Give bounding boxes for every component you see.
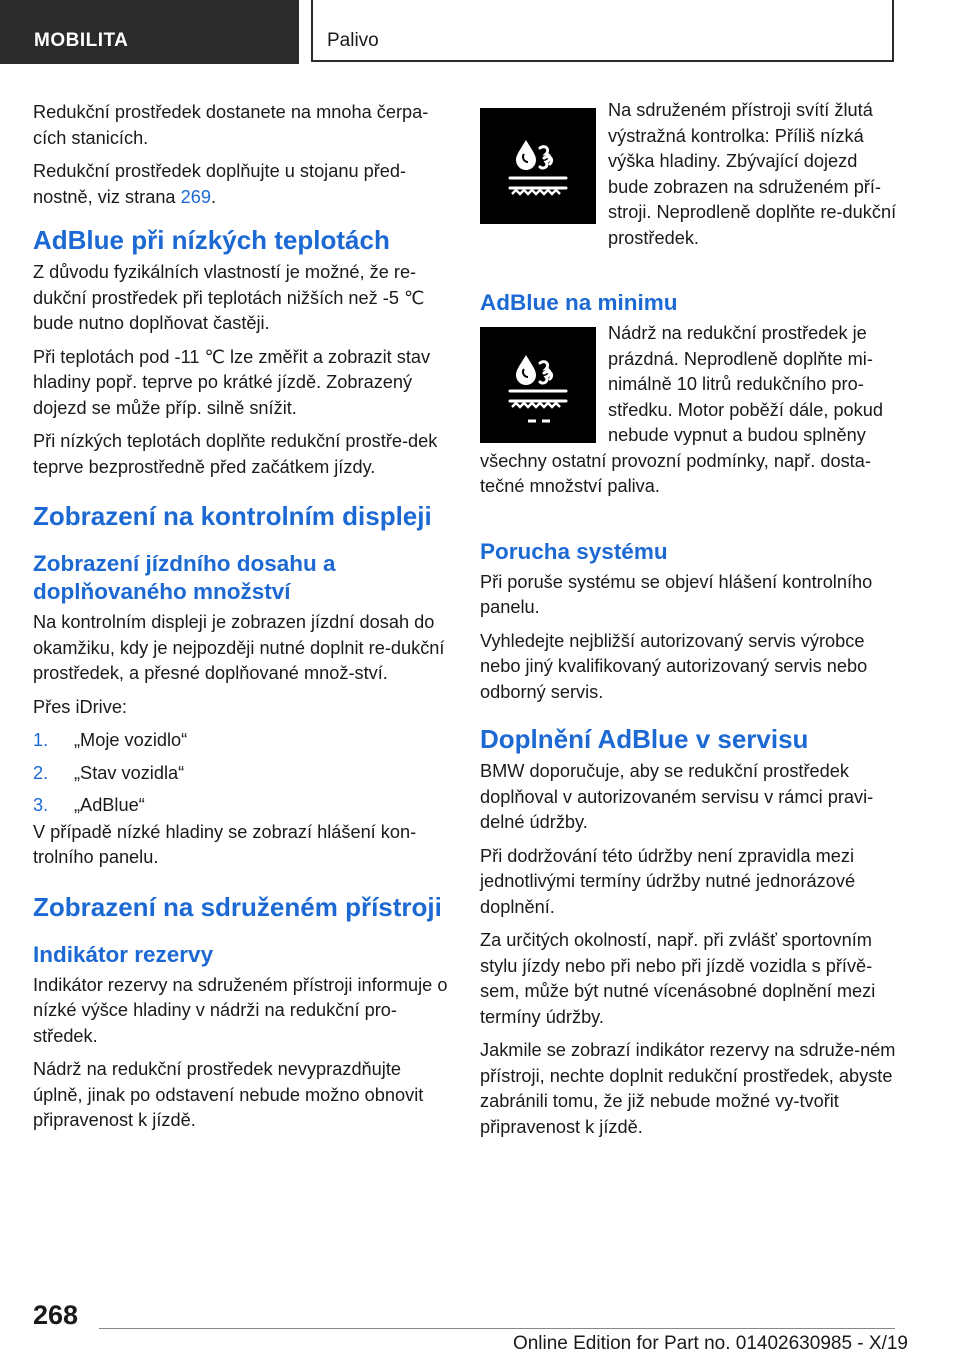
paragraph: Redukční prostředek dostanete na mnoha čerpa-cích stanicích. bbox=[33, 102, 429, 148]
list-item: 3. „AdBlue“ bbox=[33, 795, 145, 815]
paragraph: Přes iDrive: bbox=[33, 696, 127, 717]
adblue-warning-icon bbox=[480, 108, 596, 224]
paragraph: BMW doporučuje, aby se redukční prostředek doplňoval v autorizovaném servisu v rámci pravi-delné údržby. bbox=[480, 761, 874, 832]
right-column bbox=[480, 98, 898, 1148]
left-column bbox=[33, 100, 449, 1142]
paragraph: Z důvodu fyzikálních vlastností je možné, že re-dukční prostředek při teplotách nižších než -5 ℃ bude nutno doplňovat častěji. bbox=[33, 262, 425, 333]
paragraph: Při nízkých teplotách doplňte redukční prostře-dek teprve bezprostředně před začátkem jízdy. bbox=[33, 431, 438, 477]
paragraph: Indikátor rezervy na sdruženém přístroji informuje o nízké výšce hladiny v nádrži na redukční pro-středek. bbox=[33, 974, 448, 1046]
paragraph: Vyhledejte nejbližší autorizovaný servis výrobce nebo jiný kvalifikovaný autorizovaný servis nebo odborný servis. bbox=[480, 630, 868, 702]
paragraph: Při poruše systému se objeví hlášení kontrolního panelu. bbox=[480, 571, 873, 617]
paragraph: Při teplotách pod -11 ℃ lze změřit a zobrazit stav hladiny popř. teprve po krátké jízdě. Zobrazený dojezd se může příp. silně snížit. bbox=[33, 346, 431, 418]
section-title: MOBILITA bbox=[34, 30, 129, 51]
paragraph: V případě nízké hladiny se zobrazí hlášení kon-trolního panelu. bbox=[33, 821, 417, 867]
paragraph: Jakmile se zobrazí indikátor rezervy na sdruže-ném přístroji, nechte doplnit redukční prostředek, abyste zabránili tomu, že již nebude možné vy-tvořit připravenost k jízdě. bbox=[480, 1040, 896, 1137]
footer-divider bbox=[99, 1328, 895, 1329]
page-number: 268 bbox=[33, 1300, 79, 1330]
paragraph: Redukční prostředek doplňujte u stojanu před-nostně, viz strana 269. bbox=[33, 161, 407, 207]
heading-low-temperature: AdBlue při nízkých teplotách bbox=[33, 225, 390, 255]
page-link[interactable]: 269 bbox=[180, 186, 211, 207]
paragraph: Při dodržování této údržby není zpravidla mezi jednotlivými termíny údržby nutné jednorázové doplnění. bbox=[480, 845, 856, 917]
heading-reserve-indicator: Indikátor rezervy bbox=[33, 941, 214, 967]
list-item: 1. „Moje vozidlo“ bbox=[33, 730, 188, 750]
list-item: 2. „Stav vozidla“ bbox=[33, 762, 185, 783]
heading-range-display: Zobrazení jízdního dosahu a doplňovaného množství bbox=[33, 551, 336, 604]
heading-instrument-cluster: Zobrazení na sdruženém přístroji bbox=[33, 891, 442, 922]
paragraph: Na sdruženém přístroji svítí žlutá výstražná kontrolka: Příliš nízká výška hladiny. Zbývající dojezd bude zobrazen na sdruženém pří-stroji. Neprodleně doplňte re-dukční prostředek. bbox=[608, 100, 897, 248]
heading-adblue-minimum: AdBlue na minimu bbox=[480, 290, 678, 315]
header-topic-tab bbox=[311, 0, 894, 62]
heading-system-fault: Porucha systému bbox=[480, 538, 668, 564]
paragraph: Za určitých okolností, např. při zvlášť sportovním stylu jízdy nebo při nebo při jízdě vozidla s přívě-sem, může být nutné vícenásobné doplnění mezi termíny údržby. bbox=[480, 930, 876, 1027]
heading-service-refill: Doplnění AdBlue v servisu bbox=[480, 724, 809, 754]
adblue-empty-icon bbox=[480, 327, 596, 443]
idrive-steps bbox=[33, 728, 449, 819]
footer-edition: Online Edition for Part no. 01402630985 - X/19 bbox=[512, 1333, 908, 1354]
paragraph: Nádrž na redukční prostředek je prázdná. Neprodleně doplňte mi-nimálně 10 litrů redukčního pro-středku. Motor poběží dále, pokud nebude vypnut a budou splněny všechny ostatní provozní podmínky, např. dosta-tečné množství paliva. bbox=[480, 323, 883, 496]
heading-control-display: Zobrazení na kontrolním displeji bbox=[33, 501, 432, 531]
header-section-tab bbox=[0, 0, 299, 64]
paragraph: Nádrž na redukční prostředek nevyprazdňujte úplně, jinak po odstavení nebude možno obnovit připravenost k jízdě. bbox=[33, 1059, 424, 1130]
topic-title: Palivo bbox=[327, 30, 379, 51]
paragraph: Na kontrolním displeji je zobrazen jízdní dosah do okamžiku, kdy je nejpozději nutné doplnit re-dukční prostředek, a přesné doplňované množ-ství. bbox=[33, 612, 445, 683]
